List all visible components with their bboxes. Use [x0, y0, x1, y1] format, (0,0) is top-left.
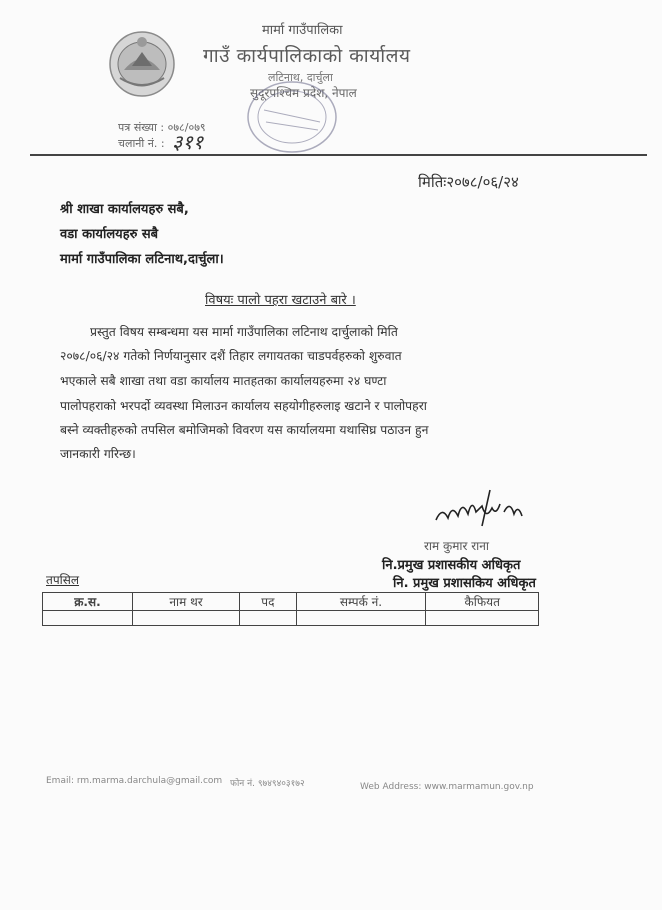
- chalani-number: ३११: [172, 130, 204, 154]
- footer-email: Email: rm.marma.darchula@gmail.com: [46, 776, 223, 786]
- col-serial: क्र.स.: [43, 593, 133, 611]
- addressee-line: वडा कार्यालयहरु सबै: [60, 227, 159, 242]
- footer-phone: फोन नं. ९७४९४०३१७२: [230, 779, 305, 789]
- body-line: २०७८/०६/२४ गतेको निर्णयानुसार दशैं तिहार लगायतका चाडपर्वहरुको शुरुवात: [60, 349, 402, 363]
- body-line: पालोपहराको भरपर्दो व्यवस्था मिलाउन कार्यालय सहयोगीहरुलाइ खटाने र पालोपहरा: [60, 399, 427, 413]
- office-title: गाउँ कार्यपालिकाको कार्यालय: [203, 45, 411, 67]
- body-line: बस्ने व्यक्तीहरुको तपसिल बमोजिमको विवरण यस कार्यालयमा यथासिघ्र पठाउन हुन: [60, 423, 429, 437]
- handwritten-signature: [430, 486, 530, 530]
- body-line: प्रस्तुत विषय सम्बन्धमा यस मार्मा गाउँपालिका लटिनाथ दार्चुलाको मिति: [90, 325, 398, 339]
- municipality-name: मार्मा गाउँपालिका: [262, 23, 343, 38]
- chalani-label: चलानी नं. :: [118, 137, 165, 150]
- body-line: भएकाले सबै शाखा तथा वडा कार्यालय मातहतका कार्यालयहरुमा २४ घण्टा: [60, 374, 387, 388]
- signatory-title: नि.प्रमुख प्रशासकीय अधिकृत: [382, 558, 521, 573]
- col-position: पद: [240, 593, 296, 611]
- col-contact: सम्पर्क नं.: [296, 593, 426, 611]
- patra-sankhya: पत्र संख्या : ०७८/०७९: [118, 121, 206, 134]
- office-province: सुदूरपश्चिम प्रदेश, नेपाल: [250, 86, 357, 100]
- body-line: जानकारी गरिन्छ।: [60, 447, 136, 461]
- footer-web: Web Address: www.marmamun.gov.np: [360, 782, 534, 792]
- addressee-line: श्री शाखा कार्यालयहरु सबै,: [60, 202, 189, 217]
- details-table: [42, 592, 539, 626]
- nepal-emblem-icon: [106, 26, 178, 100]
- signatory-title-stamp: नि. प्रमुख प्रशासकिय अधिकृत: [393, 576, 536, 591]
- table-header-row: [43, 593, 539, 611]
- header-divider: [30, 154, 647, 156]
- letter-date: मितिः२०७८/०६/२४: [418, 173, 519, 191]
- office-seal-stamp: [244, 78, 340, 156]
- signatory-name: राम कुमार राना: [424, 539, 490, 553]
- subject-line: विषयः पालो पहरा खटाउने बारे ।: [205, 293, 356, 308]
- table-row: [43, 611, 539, 626]
- tapsil-label: तपसिल: [46, 573, 80, 587]
- col-name: नाम थर: [132, 593, 239, 611]
- col-remarks: कैफियत: [426, 593, 539, 611]
- addressee-line: मार्मा गाउँपालिका लटिनाथ,दार्चुला।: [60, 252, 224, 267]
- office-place: लटिनाथ, दार्चुला: [268, 71, 333, 84]
